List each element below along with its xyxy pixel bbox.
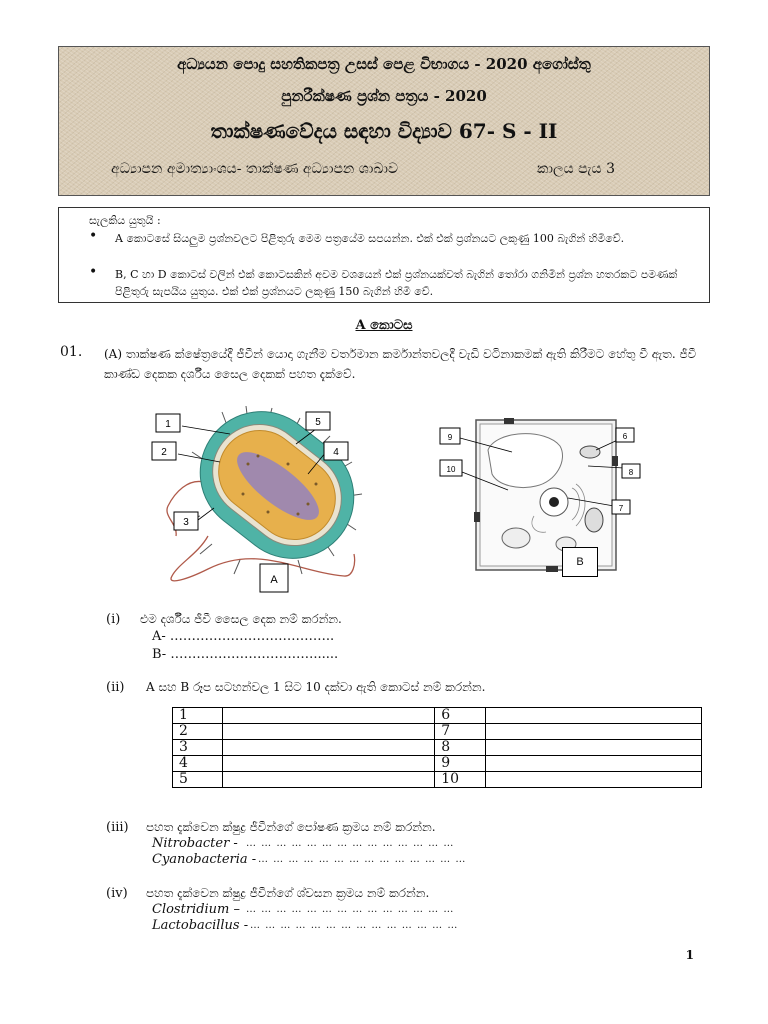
figure-a-caption: A (270, 574, 278, 586)
subq-iii-text: පහත දැක්වෙන ක්ෂුද්‍ර ජීවීන්ගේ පෝෂණ ක්‍රමය නම් කරන්න. (146, 820, 436, 834)
page-number: 1 (685, 948, 694, 962)
instruction-1: A කොටසේ සියලුම ප්‍රශ්නවලට පිළිතුරු මෙම පත්‍රයේම සපයන්න. එක් එක් ප්‍රශ්නයට ලකුණු 100 බැගින් හිමිවේ. (115, 232, 625, 245)
label-10: 10 (446, 465, 456, 474)
label-1: 1 (165, 419, 171, 430)
question-text: (A) තාක්ෂණ ක්ෂේත්‍රයේදී ජීවීන් යොදා ගැනීම වර්තමාන කර්මාන්තවලදී වැඩි වටිනාකමක් ඇති කිරීමට හේතු වී ඇත. ජීවී කාණ්ඩ දෙකක දර්ශීය සෛල දෙකක් පහත දැක්වේ. (104, 347, 697, 381)
answer-cell[interactable] (222, 756, 435, 772)
row-number-cell: 1 (173, 708, 223, 724)
instructions-box (58, 207, 710, 303)
plant-cell-diagram (436, 416, 642, 580)
row-number-cell: 4 (173, 756, 223, 772)
label-9: 9 (447, 433, 453, 442)
table-row (173, 756, 702, 772)
paper-title-line: පුනරීක්ෂණ ප්‍රශ්න පත්‍රය - 2020 (281, 87, 487, 105)
label-5: 5 (315, 417, 321, 428)
section-title: A කොටස (355, 318, 413, 333)
duration-line: කාලය පැය 3 (537, 161, 615, 177)
organism-nitrobacter: Nitrobacter - (152, 836, 238, 851)
answer-cell[interactable] (485, 756, 701, 772)
organism-clostridium: Clostridium – (152, 902, 241, 917)
exam-title-line: අධ්‍යයන පොදු සහතිකපත්‍ර උසස් පෙළ විභාගය - 2020 අගෝස්තු (177, 55, 591, 73)
organism-lactobacillus: Lactobacillus - (152, 918, 249, 933)
table-row (173, 708, 702, 724)
answer-cell[interactable] (222, 708, 435, 724)
row-number-cell: 8 (435, 740, 486, 756)
row-number-cell: 3 (173, 740, 223, 756)
ministry-line: අධ්‍යාපන අමාත්‍යාංශය- තාක්ෂණ අධ්‍යාපන ශාඛාව (111, 161, 399, 177)
row-number-cell: 2 (173, 724, 223, 740)
answer-line-a[interactable]: A- ……………………………….. (152, 629, 335, 644)
answer-cell[interactable] (222, 740, 435, 756)
answer-line-lactobacillus[interactable]: … … … … … … … … … … … … … … (250, 920, 459, 931)
answer-cell[interactable] (485, 724, 701, 740)
answer-cell[interactable] (222, 724, 435, 740)
bacteria-cell-diagram (148, 404, 380, 594)
label-6: 6 (622, 432, 628, 441)
row-number-cell: 9 (435, 756, 486, 772)
answer-line-b[interactable]: B- ……………………………...... (152, 647, 339, 662)
answer-line-clostridium[interactable]: … … … … … … … … … … … … … … (246, 904, 455, 915)
answer-line-nitrobacter[interactable]: … … … … … … … … … … … … … … (246, 838, 455, 849)
label-2: 2 (161, 447, 167, 458)
answer-cell[interactable] (485, 740, 701, 756)
question-number: 01. (60, 344, 83, 360)
subq-i-number: (i) (106, 612, 121, 627)
parts-answer-table (172, 707, 702, 788)
label-4: 4 (333, 447, 339, 458)
row-number-cell: 10 (435, 772, 486, 788)
table-row (173, 740, 702, 756)
label-7: 7 (618, 504, 624, 513)
answer-line-cyanobacteria[interactable]: … … … … … … … … … … … … … … (258, 854, 467, 865)
subq-iv-number: (iv) (106, 886, 128, 901)
row-number-cell: 7 (435, 724, 486, 740)
subject-title-line: තාක්ෂණවේදය සඳහා විද්‍යාව 67- S - II (210, 119, 558, 143)
table-row (173, 724, 702, 740)
bullet-icon: • (89, 228, 98, 244)
figure-b-caption: B (562, 547, 598, 577)
instruction-2: B, C හා D කොටස් වලින් එක් කොටසකින් අවම වශයෙන් එක් ප්‍රශ්නයක්වත් බැගින් තෝරා ගනිමින් ප්‍රශ්න හතරකට පමණක් පිළිතුරු සැපයිය යුතුය. එක් එක් ප්‍රශ්නයට ලකුණු 150 බැගින් හිමි වේ. (115, 268, 678, 298)
subq-ii-number: (ii) (106, 680, 125, 695)
organism-cyanobacteria: Cyanobacteria - (152, 852, 257, 867)
subq-iv-text: පහත දැක්වෙන ක්ෂුද්‍ර ජීවීන්ගේ ශ්වසන ක්‍රමය නම් කරන්න. (146, 886, 430, 900)
label-3: 3 (183, 517, 189, 528)
exam-header (58, 46, 710, 196)
subq-iii-number: (iii) (106, 820, 129, 835)
label-8: 8 (628, 468, 634, 477)
answer-cell[interactable] (485, 772, 701, 788)
subq-i-text: එම දර්ශීය ජීවී සෛල දෙක නම් කරන්න. (140, 612, 342, 626)
row-number-cell: 6 (435, 708, 486, 724)
table-row (173, 772, 702, 788)
row-number-cell: 5 (173, 772, 223, 788)
subq-ii-text: A සහ B රූප සටහන්වල 1 සිට 10 දක්වා ඇති කොටස් නම් කරන්න. (146, 680, 486, 694)
answer-cell[interactable] (222, 772, 435, 788)
instructions-title: සැලකිය යුතුයි : (89, 214, 161, 227)
bullet-icon: • (89, 264, 98, 280)
answer-cell[interactable] (485, 708, 701, 724)
